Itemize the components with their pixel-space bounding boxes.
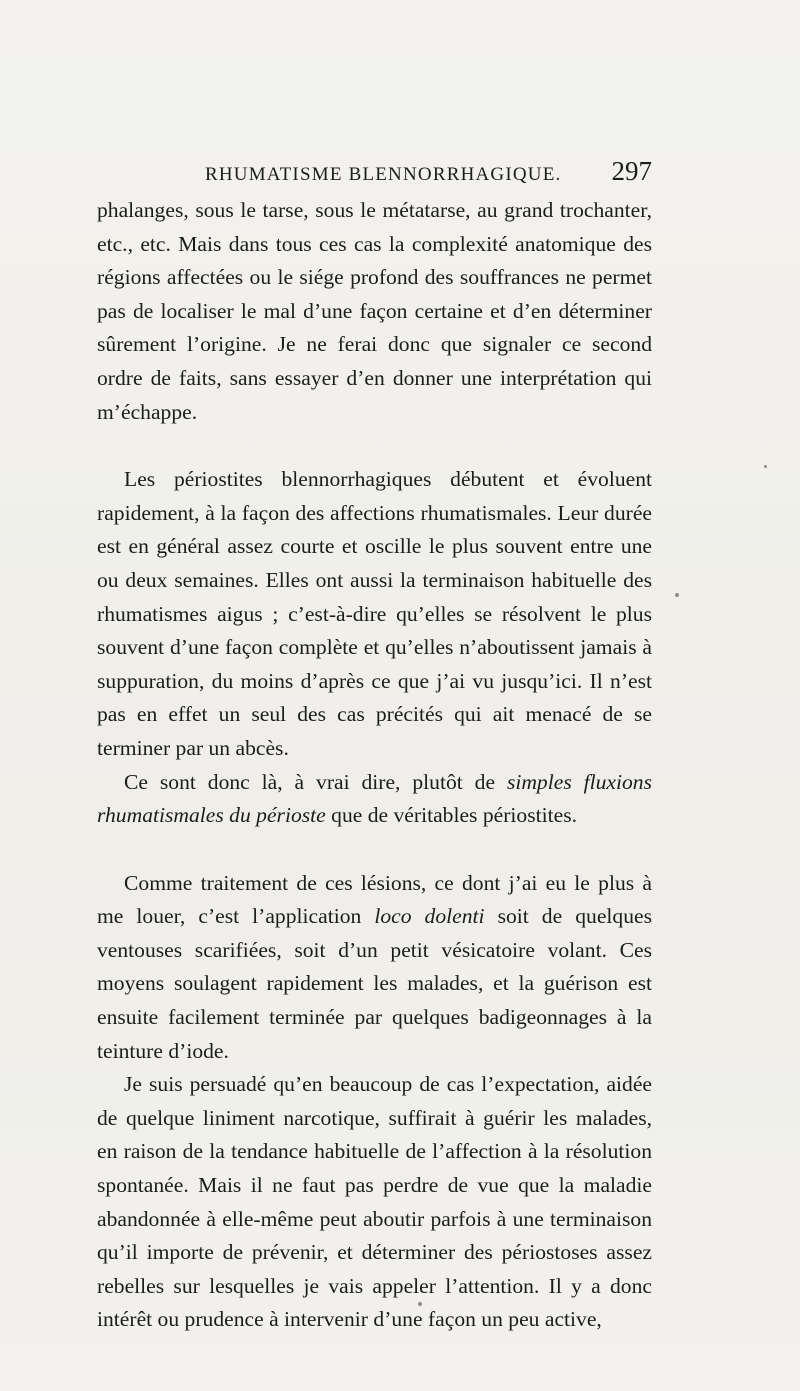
text-run: Je suis persuadé qu’en beaucoup de cas l’expectation, aidée de quelque liniment narcotique, suffirait à guérir les malades, en raison de la tendance habituelle de l’affection à la résolution spontanée. Mais il ne faut pas perdre de vue que la maladie abandonnée à elle-même peut aboutir parfois à une terminaison qu’il importe de prévenir, et déterminer des périostoses assez rebelles sur lesquelles je vais appeler l’attention. Il y a donc intérêt ou prudence à intervenir d’une façon un peu active,	[97, 1072, 652, 1332]
text-run: Comme traitement de ces lésions, ce dont j’ai eu le plus à me louer, c’est l’application	[97, 870, 652, 929]
running-title: RHUMATISME BLENNORRHAGIQUE.	[205, 164, 562, 185]
page-number: 297	[611, 156, 652, 186]
paragraph	[97, 867, 652, 1069]
page-header	[205, 152, 652, 188]
paper-speck	[675, 593, 679, 597]
text-run: Les périostites blennorrhagiques débutent et évoluent rapidement, à la façon des affections rhumatismales. Leur durée est en général assez courte et oscille le plus souvent entre une ou deux semaines. Elles ont aussi la terminaison habituelle des rhumatismes aigus ; c’est-à-dire qu’elles se résolvent le plus souvent d’une façon complète et qu’elles n’aboutissent jamais à suppuration, du moins d’après ce que j’ai vu jusqu’ici. Il n’est pas en effet un seul des cas précités qui ait menacé de se terminer par un abcès.	[97, 467, 652, 760]
text-run: que de véritables périostites.	[325, 803, 577, 828]
paragraph	[97, 1068, 652, 1337]
italic-run: loco dolenti	[374, 904, 485, 929]
paragraph	[97, 463, 652, 765]
italic-run: simples fluxions rhumatismales du périoste	[97, 769, 652, 828]
body-text	[97, 194, 652, 1337]
paragraph	[97, 194, 652, 429]
paper-speck	[418, 1302, 422, 1306]
text-run: phalanges, sous le tarse, sous le métatarse, au grand trochanter, etc., etc. Mais dans tous ces cas la complexité anatomique des régions affectées ou le siége profond des souffrances ne permet pas de localiser le mal d’une façon certaine et d’en déterminer sûrement l’origine. Je ne ferai donc que signaler ce second ordre de faits, sans essayer d’en donner une interprétation qui m’échappe.	[97, 198, 652, 424]
text-run: Ce sont donc là, à vrai dire, plutôt de	[124, 769, 507, 794]
paper-speck	[764, 465, 767, 468]
text-run: soit de quelques ventouses scarifiées, soit d’un petit vésicatoire volant. Ces moyens soulagent rapidement les malades, et la guérison est ensuite facilement terminée par quelques badigeonnages à la teinture d’iode.	[97, 904, 652, 1063]
paragraph	[97, 766, 652, 833]
